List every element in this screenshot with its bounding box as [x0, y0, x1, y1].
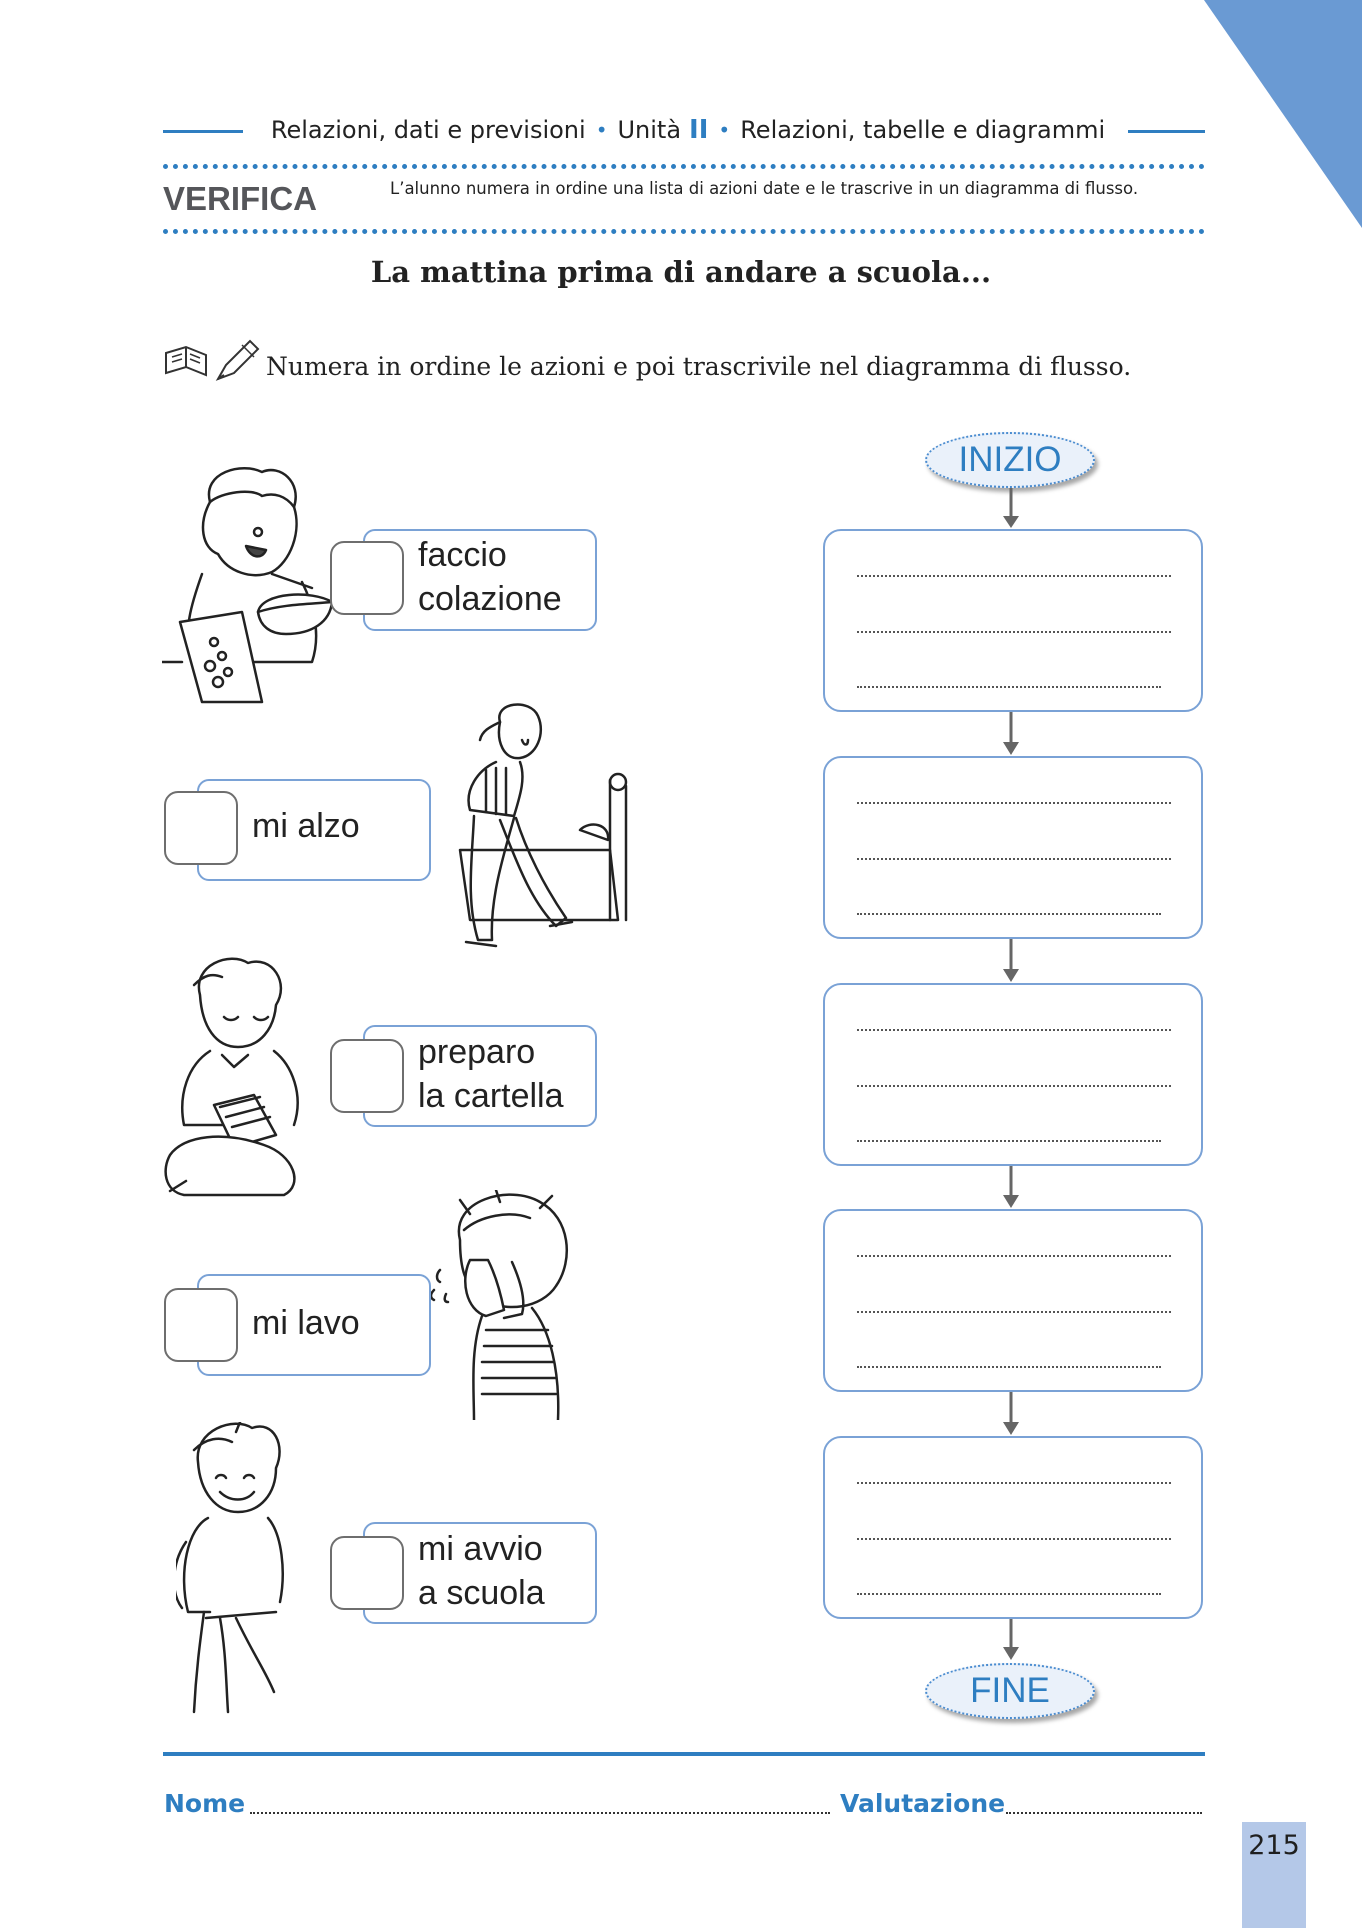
- answer-line[interactable]: [857, 1366, 1161, 1368]
- order-number-box-pack-bag[interactable]: [330, 1039, 404, 1113]
- header-topic: Relazioni, tabelle e diagrammi: [740, 116, 1106, 144]
- action-label-line: faccio: [418, 536, 507, 574]
- name-field[interactable]: [250, 1812, 830, 1814]
- answer-line[interactable]: [857, 575, 1171, 577]
- flowchart-step-1: [823, 529, 1203, 712]
- action-label-breakfast: [418, 533, 562, 621]
- illustration-preparing-bag: [164, 955, 334, 1205]
- answer-line[interactable]: [857, 858, 1171, 860]
- arrow-down-icon: [1000, 1392, 1022, 1436]
- header-rule-right: [1128, 130, 1205, 133]
- instruction-icons: [162, 335, 264, 383]
- footer-rule: [163, 1752, 1205, 1756]
- order-number-box-leave[interactable]: [330, 1536, 404, 1610]
- verifica-label: VERIFICA: [163, 180, 318, 217]
- illustration-going-to-school: [176, 1422, 346, 1722]
- page-title: La mattina prima di andare a scuola...: [370, 255, 992, 289]
- header-section: Relazioni, dati e previsioni: [270, 116, 586, 144]
- answer-line[interactable]: [857, 1538, 1171, 1540]
- flowchart-step-5: [823, 1436, 1203, 1619]
- header-rule-left: [163, 130, 243, 133]
- action-label-line: la cartella: [418, 1077, 564, 1115]
- answer-line[interactable]: [857, 686, 1161, 688]
- flowchart-step-4: [823, 1209, 1203, 1392]
- answer-line[interactable]: [857, 1255, 1171, 1257]
- fountain-pen-icon: [218, 341, 258, 379]
- action-label-wash: [252, 1301, 360, 1345]
- order-number-box-get-up[interactable]: [164, 791, 238, 865]
- answer-line[interactable]: [857, 1029, 1171, 1031]
- instruction-text: Numera in ordine le azioni e poi trascrivile nel diagramma di flusso.: [266, 352, 1132, 381]
- arrow-down-icon: [1000, 939, 1022, 983]
- action-label-get-up: [252, 804, 360, 848]
- arrow-down-icon: [1000, 1166, 1022, 1209]
- header-unit-number: II: [689, 115, 709, 145]
- action-label-line: mi lavo: [252, 1304, 360, 1342]
- action-label-pack-bag: [418, 1030, 564, 1118]
- arrow-down-icon: [1000, 488, 1022, 529]
- order-number-box-wash[interactable]: [164, 1288, 238, 1362]
- action-label-line: a scuola: [418, 1574, 545, 1612]
- flowchart-step-2: [823, 756, 1203, 939]
- action-label-line: mi avvio: [418, 1530, 543, 1568]
- flowchart-start: INIZIO: [925, 432, 1095, 488]
- answer-line[interactable]: [857, 1482, 1171, 1484]
- illustration-getting-up: [430, 700, 650, 960]
- answer-line[interactable]: [857, 802, 1171, 804]
- illustration-breakfast: [162, 462, 352, 712]
- answer-line[interactable]: [857, 631, 1171, 633]
- arrow-down-icon: [1000, 712, 1022, 756]
- corner-decoration: [1204, 0, 1362, 228]
- answer-line[interactable]: [857, 1140, 1161, 1142]
- grade-field[interactable]: [1006, 1812, 1202, 1814]
- order-number-box-breakfast[interactable]: [330, 541, 404, 615]
- running-header: [248, 114, 1128, 146]
- answer-line[interactable]: [857, 1085, 1171, 1087]
- action-label-line: colazione: [418, 580, 562, 618]
- header-unit-label: Unità: [617, 116, 682, 144]
- flowchart-step-3: [823, 983, 1203, 1166]
- action-label-line: mi alzo: [252, 807, 360, 845]
- answer-line[interactable]: [857, 1311, 1171, 1313]
- header-bullet: •: [718, 118, 731, 142]
- header-bullet: •: [595, 118, 608, 142]
- arrow-down-icon: [1000, 1619, 1022, 1661]
- illustration-washing: [430, 1190, 600, 1420]
- name-label: Nome: [164, 1789, 246, 1818]
- grade-label: Valutazione: [840, 1789, 1006, 1818]
- verifica-description: L’alunno numera in ordine una lista di azioni date e le trascrive in un diagramma di flusso.: [390, 179, 1139, 198]
- action-label-leave: [418, 1527, 545, 1615]
- dotted-rule-bottom: [163, 229, 1205, 234]
- answer-line[interactable]: [857, 1593, 1161, 1595]
- open-book-icon: [166, 347, 206, 375]
- flowchart-end: FINE: [925, 1663, 1095, 1719]
- answer-line[interactable]: [857, 913, 1161, 915]
- dotted-rule-top: [163, 164, 1205, 169]
- action-label-line: preparo: [418, 1033, 536, 1071]
- page-number: 215: [1248, 1830, 1300, 1861]
